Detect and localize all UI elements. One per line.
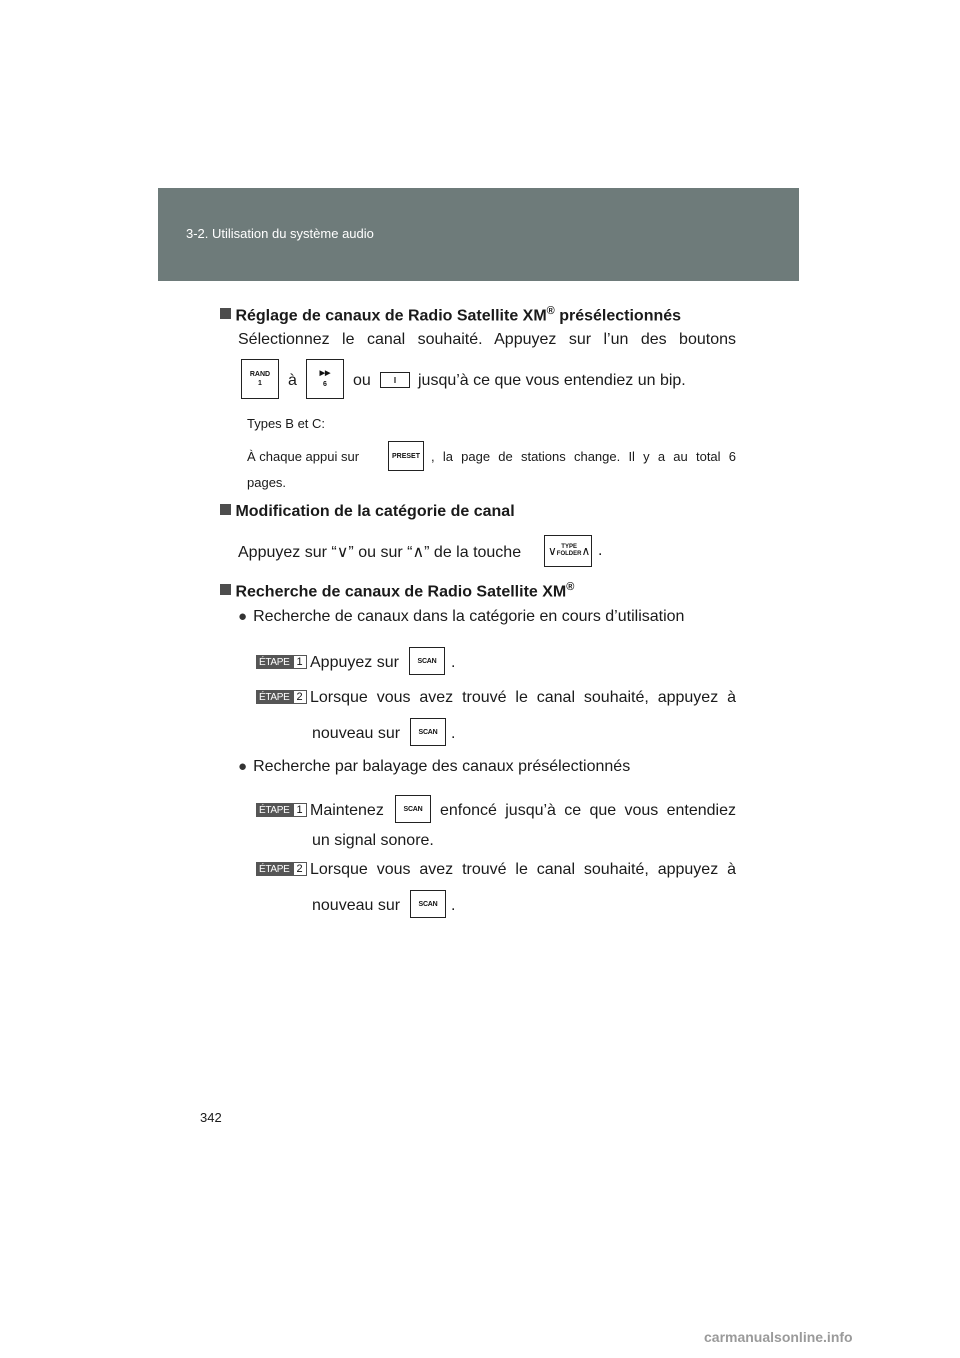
preset-instruction-line2: jusqu’à ce que vous entendiez un bip. — [418, 372, 686, 389]
step-1-badge: ÉTAPE 1 — [256, 655, 307, 669]
seek-6-button-icon: ▶▶ 6 — [306, 359, 344, 399]
note-types: Types B et C: — [247, 416, 326, 431]
preset-button-icon: PRESET — [388, 441, 424, 471]
b1-step1-text: Appuyez sur — [310, 654, 399, 671]
square-bullet-icon — [220, 584, 231, 595]
type-folder-button-icon: ∨ TYPE FOLDER ∧ — [544, 535, 592, 567]
preset-1-button-icon: I — [380, 372, 410, 388]
note-post: , la page de stations change. Il y a au total 6 — [431, 449, 736, 464]
word-ou: ou — [353, 372, 371, 389]
bullet-icon: ● — [238, 758, 248, 775]
b2-step1-post: enfoncé jusqu’à ce que vous entendiez — [440, 802, 736, 819]
heading-search: Recherche de canaux de Radio Satellite XM® — [220, 581, 574, 601]
scan-button-icon: SCAN — [410, 718, 446, 746]
heading-category: Modification de la catégorie de canal — [220, 503, 515, 521]
category-period: . — [598, 542, 603, 559]
bullet-preset-scan: ● Recherche par balayage des canaux présélectionnés — [238, 758, 631, 775]
page-number: 342 — [200, 1110, 222, 1125]
bullet-icon: ● — [238, 608, 248, 625]
b2-step2-line2: nouveau sur — [312, 897, 401, 914]
step-1-badge: ÉTAPE 1 — [256, 803, 307, 817]
b1-step2-line1: Lorsque vous avez trouvé le canal souhaité, appuyez à — [310, 689, 736, 706]
scan-button-icon: SCAN — [395, 795, 431, 823]
word-a: à — [288, 372, 297, 389]
scan-button-icon: SCAN — [409, 647, 445, 675]
watermark: carmanualsonline.info — [704, 1329, 853, 1345]
bullet-category-search: ● Recherche de canaux dans la catégorie en cours d’utilisation — [238, 608, 685, 625]
period: . — [451, 725, 456, 742]
heading-preset: Réglage de canaux de Radio Satellite XM® présélectionnés — [220, 305, 681, 325]
square-bullet-icon — [220, 504, 231, 515]
note-pre: À chaque appui sur — [247, 449, 360, 464]
preset-instruction-line1: Sélectionnez le canal souhaité. Appuyez sur l’un des boutons — [238, 331, 736, 348]
scan-button-icon: SCAN — [410, 890, 446, 918]
b2-step2-line1: Lorsque vous avez trouvé le canal souhaité, appuyez à — [310, 861, 736, 878]
category-instruction: Appuyez sur “∨” ou sur “∧” de la touche — [238, 544, 522, 561]
section-header — [158, 188, 799, 281]
rand-1-button-icon: RAND 1 — [241, 359, 279, 399]
b1-step2-line2: nouveau sur — [312, 725, 401, 742]
period: . — [451, 897, 456, 914]
b2-step1-line2: un signal sonore. — [312, 832, 434, 849]
note-end: pages. — [247, 475, 287, 490]
section-title: 3-2. Utilisation du système audio — [186, 226, 374, 241]
step-2-badge: ÉTAPE 2 — [256, 690, 307, 704]
square-bullet-icon — [220, 308, 231, 319]
b2-step1-pre: Maintenez — [310, 802, 384, 819]
step-2-badge: ÉTAPE 2 — [256, 862, 307, 876]
period: . — [451, 654, 456, 671]
